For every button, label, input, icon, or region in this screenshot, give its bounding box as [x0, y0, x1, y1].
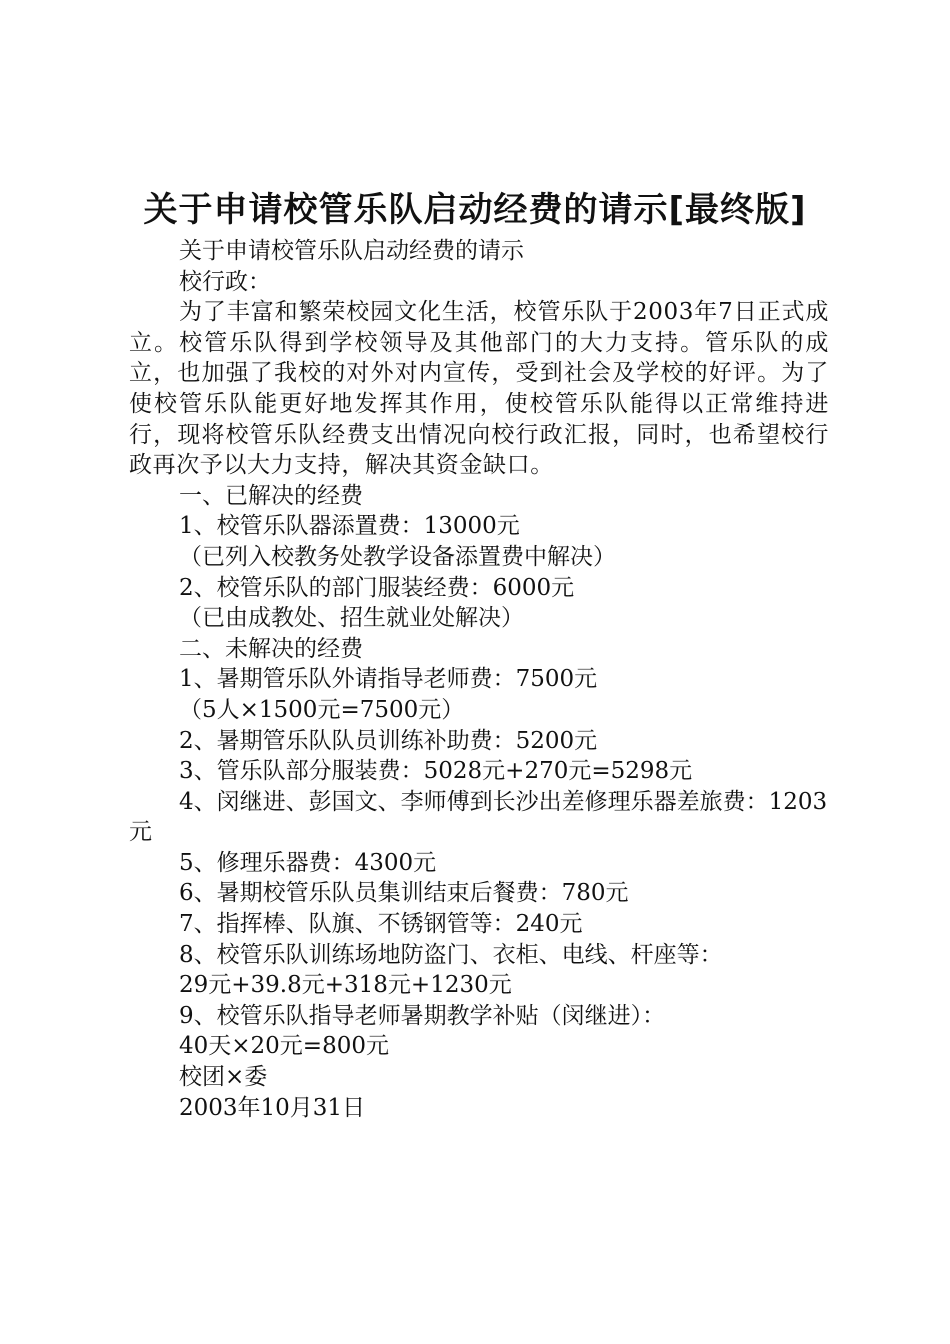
document-date: 2003年10月31日: [179, 1094, 366, 1121]
section-heading-unresolved: 二、未解决的经费: [179, 635, 363, 662]
document-subtitle: 关于申请校管乐队启动经费的请示: [179, 238, 524, 264]
unresolved-item: 40天×20元=800元: [179, 1033, 389, 1060]
unresolved-item: 3、管乐队部分服装费：5028元+270元=5298元: [179, 758, 693, 785]
document-title: 关于申请校管乐队启动经费的请示[最终版]: [143, 190, 807, 230]
unresolved-item: 29元+39.8元+318元+1230元: [179, 972, 512, 999]
intro-paragraph: 为了丰富和繁荣校园文化生活，校管乐队于2003年7日正式成立。校管乐队得到学校领导及其他部门的大力支持。管乐队的成立，也加强了我校的对外对内宣传，受到社会及学校的好评。为了使校管乐队能更好地发挥其作用，使校管乐队能得以正常维持进行，现将校管乐队经费支出情况向校行政汇报，同时，也希望校行政再次予以大力支持，解决其资金缺口。: [129, 299, 829, 479]
unresolved-item: 4、闵继进、彭国文、李师傅到长沙出差修理乐器差旅费：1203元: [129, 788, 828, 846]
resolved-item-note: （已列入校教务处教学设备添置费中解决）: [179, 543, 616, 570]
section-heading-resolved: 一、已解决的经费: [179, 482, 363, 509]
unresolved-item: 2、暑期管乐队队员训练补助费：5200元: [179, 727, 598, 754]
resolved-item: 1、校管乐队器添置费：13000元: [179, 513, 520, 540]
unresolved-item: 9、校管乐队指导老师暑期教学补贴（闵继进）：: [179, 1002, 666, 1029]
unresolved-item: 6、暑期校管乐队员集训结束后餐费：780元: [179, 880, 629, 907]
unresolved-item: 7、指挥棒、队旗、不锈钢管等：240元: [179, 911, 583, 938]
unresolved-item: 5、修理乐器费：4300元: [179, 849, 437, 876]
signature: 校团×委: [179, 1064, 268, 1091]
unresolved-item: 1、暑期管乐队外请指导老师费：7500元: [179, 666, 598, 693]
addressee: 校行政：: [179, 268, 271, 295]
unresolved-item: 8、校管乐队训练场地防盗门、衣柜、电线、杆座等：: [179, 941, 723, 968]
resolved-item: 2、校管乐队的部门服装经费：6000元: [179, 574, 575, 601]
resolved-item-note: （已由成教处、招生就业处解决）: [179, 605, 524, 632]
document-body: [129, 236, 829, 1123]
unresolved-item: （5人×1500元=7500元）: [179, 696, 465, 723]
